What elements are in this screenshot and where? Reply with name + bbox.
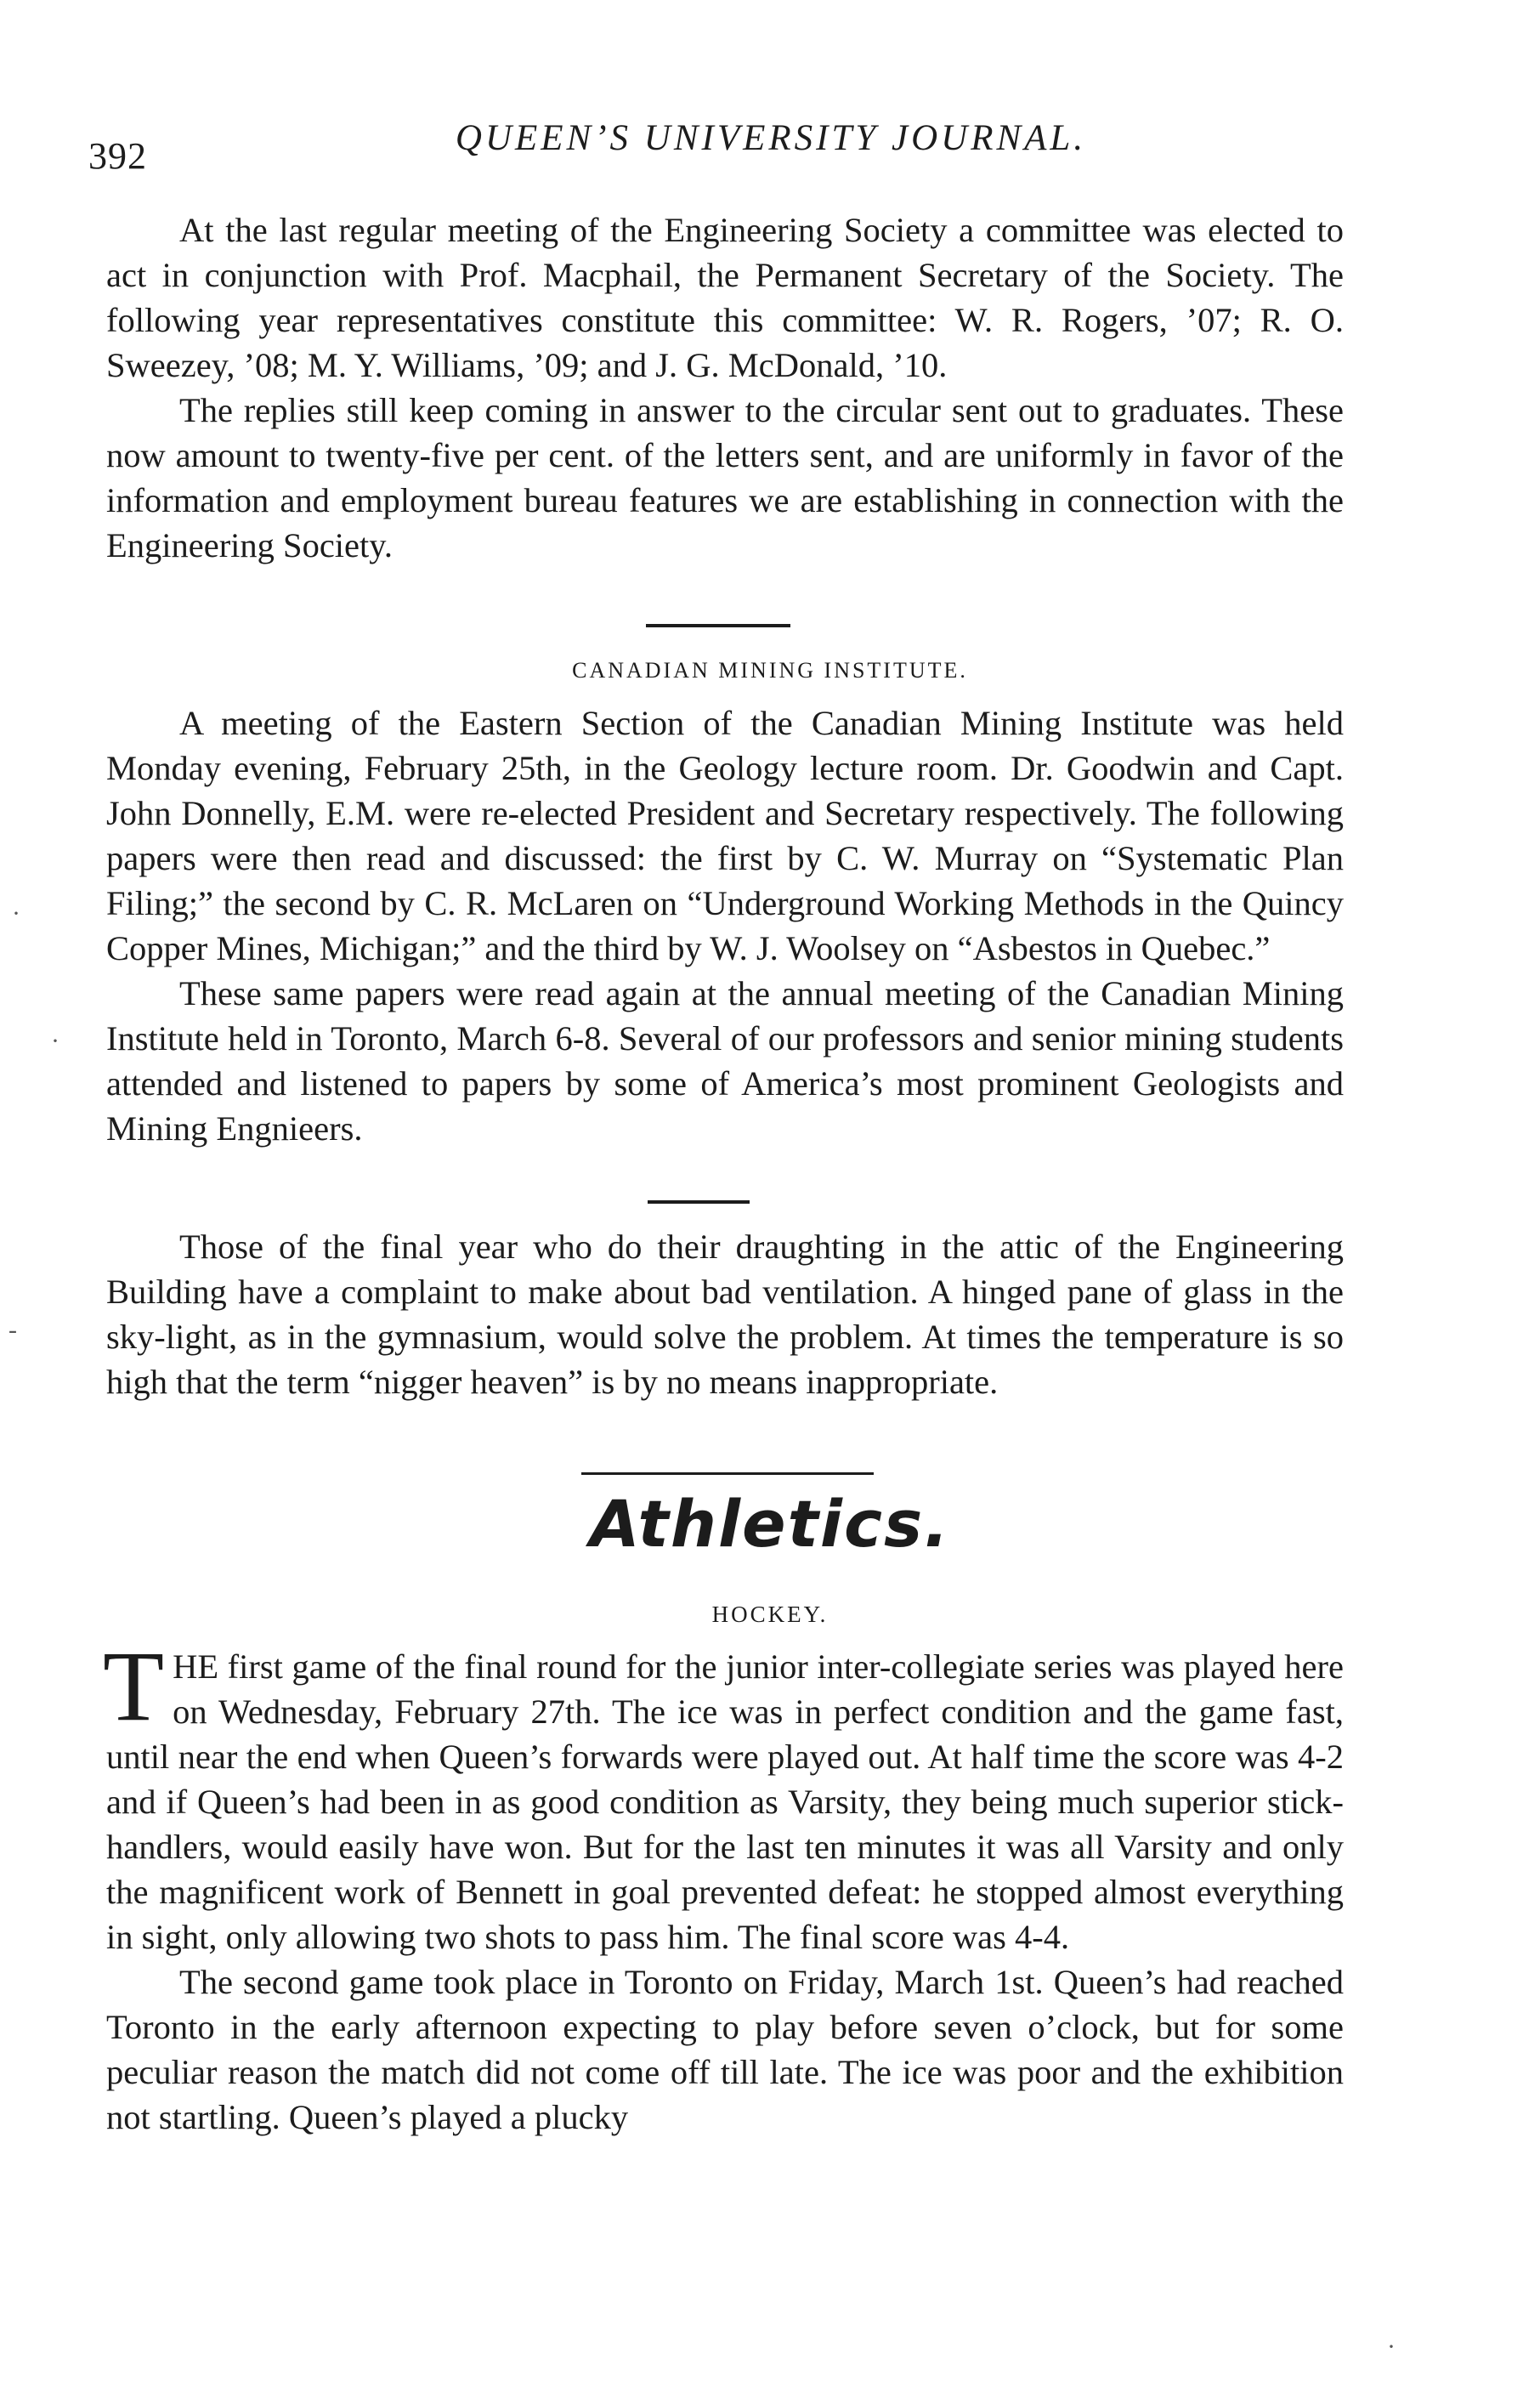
section-divider-2 bbox=[648, 1200, 750, 1204]
section-divider-1 bbox=[646, 624, 790, 627]
engineering-paragraph-2: The replies still keep coming in answer to the circular sent out to graduates. These now amount to twenty-five per cent. of the letters sent, and are uniformly in favor of the information and employment bureau features we are establishing in connection with the Engineering Society. bbox=[106, 391, 1344, 564]
page-header bbox=[88, 117, 1351, 177]
hockey-paragraph-1 bbox=[103, 1630, 1344, 1959]
athletics-divider bbox=[581, 1472, 874, 1475]
engineering-paragraph-1: At the last regular meeting of the Engineering Society a committee was elected to act in conjunction with Prof. Macphail, the Permanent Secretary of the Society. The following year representatives constitute this committee: W. R. Rogers, ’07; R. O. Sweezey, ’08; M. Y. Williams, ’09; and J. G. McDonald, ’10. bbox=[106, 211, 1344, 384]
running-title: QUEEN’S UNIVERSITY JOURNAL. bbox=[455, 118, 1087, 158]
mining-section bbox=[106, 700, 1344, 1151]
page-number: 392 bbox=[88, 135, 147, 177]
athletics-title: Athletics. bbox=[589, 1486, 951, 1562]
hockey-paragraph-1-text: HE first game of the final round for the junior inter-collegiate series was played here on Wednesday, February 27th. The ice was in perfect condition and the game fast, until near the end when Queen’s forwards were played out. At half time the score was 4-2 and if Queen’s had been in as good condition as Varsity, they being much superior stick-handlers, would easily have won. But for the last ten minutes it was all Varsity and only the magnificent work of Bennett in goal prevented defeat: he stopped almost everything in sight, only allowing two shots to pass him. The final score was 4-4. bbox=[106, 1647, 1344, 1956]
ventilation-paragraph: Those of the final year who do their draughting in the attic of the Engineering Building have a complaint to make about bad ventilation. A hinged pane of glass in the sky-light, as in the gymnasium, would solve the problem. At times the temperature is so high that the term “nigger heaven” is by no means inappropriate. bbox=[106, 1228, 1344, 1401]
engineering-section bbox=[106, 207, 1344, 568]
margin-speck: - bbox=[8, 1316, 17, 1344]
mining-paragraph-1: A meeting of the Eastern Section of the Canadian Mining Institute was held Monday evening, February 25th, in the Geology lecture room. Dr. Goodwin and Capt. John Donnelly, E.M. were re-elected President and Secretary respectively. The following papers were then read and discussed: the first by C. W. Murray on “Systematic Plan Filing;” the second by C. R. McLaren on “Underground Working Methods in the Quincy Copper Mines, Michigan;” and the third by W. J. Woolsey on “Asbestos in Quebec.” bbox=[106, 704, 1344, 967]
hockey-heading: HOCKEY. bbox=[711, 1602, 829, 1627]
ventilation-section bbox=[106, 1224, 1344, 1404]
mining-paragraph-2: These same papers were read again at the annual meeting of the Canadian Mining Institute held in Toronto, March 6-8. Several of our professors and senior mining students attended and listened to papers by some of America’s most prominent Geologists and Mining Engnieers. bbox=[106, 974, 1344, 1148]
drop-cap: T bbox=[103, 1630, 165, 1742]
hockey-paragraph-2: The second game took place in Toronto on Friday, March 1st. Queen’s had reached Toronto in the early afternoon expecting to play before seven o’clock, but for some peculiar reason the match did not come off till late. The ice was poor and the exhibition not startling. Queen’s played a plucky bbox=[106, 1963, 1344, 2136]
margin-speck: · bbox=[12, 899, 20, 927]
margin-speck: · bbox=[51, 1027, 59, 1055]
margin-speck: · bbox=[1387, 2333, 1396, 2361]
mining-heading: CANADIAN MINING INSTITUTE. bbox=[572, 658, 968, 683]
hockey-section bbox=[103, 1630, 1344, 2140]
